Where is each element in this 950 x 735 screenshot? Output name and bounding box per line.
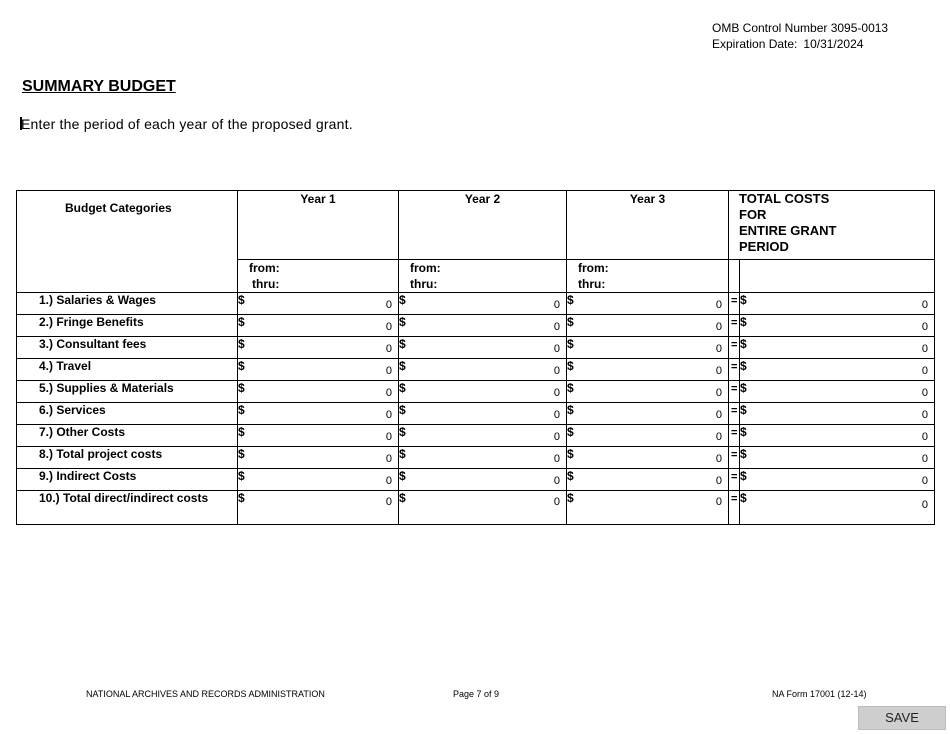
equals-sign: =	[729, 469, 740, 491]
year-3-header: Year 3	[567, 191, 729, 260]
year-1-amount[interactable]: $ 0	[238, 337, 399, 359]
expiration-value: 10/31/2024	[803, 37, 864, 51]
row-label: 8.) Total project costs	[17, 447, 238, 469]
row-label: 4.) Travel	[17, 359, 238, 381]
table-row	[17, 293, 935, 315]
budget-table	[16, 190, 935, 525]
row-label: 6.) Services	[17, 403, 238, 425]
table-row	[17, 425, 935, 447]
year-2-amount[interactable]: $ 0	[399, 359, 567, 381]
equals-sign: =	[729, 315, 740, 337]
year-3-amount[interactable]: $ 0	[567, 293, 729, 315]
equals-sign: =	[729, 381, 740, 403]
page-title: SUMMARY BUDGET	[22, 78, 176, 95]
expiration-date	[712, 36, 888, 52]
year-2-amount: $ 0	[399, 447, 567, 469]
table-row	[17, 491, 935, 525]
footer-form-number: NA Form 17001 (12-14)	[772, 689, 867, 699]
year-3-amount[interactable]: $ 0	[567, 359, 729, 381]
year-2-amount[interactable]: $ 0	[399, 337, 567, 359]
total-period	[740, 260, 935, 293]
year-1-amount[interactable]: $ 0	[238, 315, 399, 337]
footer-page-number: Page 7 of 9	[453, 689, 500, 699]
year-2-header: Year 2	[399, 191, 567, 260]
instruction-text	[20, 116, 353, 132]
row-label: 5.) Supplies & Materials	[17, 381, 238, 403]
row-label: 10.) Total direct/indirect costs	[17, 491, 238, 525]
table-row	[17, 381, 935, 403]
table-row	[17, 447, 935, 469]
year-3-amount[interactable]: $ 0	[567, 403, 729, 425]
table-row	[17, 315, 935, 337]
total-amount: $ 0	[740, 491, 935, 525]
year-2-amount[interactable]: $ 0	[399, 381, 567, 403]
year-2-period[interactable]: from: thru:	[399, 260, 567, 293]
total-amount: $ 0	[740, 403, 935, 425]
omb-block	[712, 20, 888, 52]
total-amount: $ 0	[740, 293, 935, 315]
total-amount: $ 0	[740, 447, 935, 469]
equals-sign: =	[729, 337, 740, 359]
equals-sign: =	[729, 425, 740, 447]
year-1-header: Year 1	[238, 191, 399, 260]
year-2-amount[interactable]: $ 0	[399, 293, 567, 315]
year-1-amount[interactable]: $ 0	[238, 403, 399, 425]
year-2-amount[interactable]: $ 0	[399, 315, 567, 337]
table-row	[17, 337, 935, 359]
year-3-amount[interactable]: $ 0	[567, 381, 729, 403]
row-label: 1.) Salaries & Wages	[17, 293, 238, 315]
total-amount: $ 0	[740, 425, 935, 447]
row-label: 9.) Indirect Costs	[17, 469, 238, 491]
expiration-label: Expiration Date:	[712, 37, 798, 51]
omb-control-number: OMB Control Number 3095-0013	[712, 21, 889, 35]
equals-sign: =	[729, 403, 740, 425]
period-spacer	[729, 260, 740, 293]
year-2-amount[interactable]: $ 0	[399, 425, 567, 447]
total-header: TOTAL COSTS FOR ENTIRE GRANT PERIOD	[729, 191, 935, 260]
category-header: Budget Categories	[17, 191, 238, 293]
table-row	[17, 359, 935, 381]
row-label: 3.) Consultant fees	[17, 337, 238, 359]
year-2-amount[interactable]: $ 0	[399, 469, 567, 491]
table-row	[17, 469, 935, 491]
year-2-amount[interactable]: $ 0	[399, 403, 567, 425]
year-1-amount[interactable]: $ 0	[238, 469, 399, 491]
year-1-amount[interactable]: $ 0	[238, 293, 399, 315]
total-amount: $ 0	[740, 315, 935, 337]
year-3-amount[interactable]: $ 0	[567, 469, 729, 491]
row-label: 7.) Other Costs	[17, 425, 238, 447]
year-1-amount: $ 0	[238, 447, 399, 469]
year-3-period[interactable]: from: thru:	[567, 260, 729, 293]
year-1-amount[interactable]: $ 0	[238, 359, 399, 381]
total-amount: $ 0	[740, 337, 935, 359]
equals-sign: =	[729, 491, 740, 525]
year-3-amount[interactable]: $ 0	[567, 425, 729, 447]
year-1-amount[interactable]: $ 0	[238, 425, 399, 447]
total-amount: $ 0	[740, 469, 935, 491]
row-label: 2.) Fringe Benefits	[17, 315, 238, 337]
year-3-amount: $ 0	[567, 491, 729, 525]
equals-sign: =	[729, 293, 740, 315]
equals-sign: =	[729, 447, 740, 469]
equals-sign: =	[729, 359, 740, 381]
footer-agency: NATIONAL ARCHIVES AND RECORDS ADMINISTRATION	[86, 689, 325, 699]
total-amount: $ 0	[740, 381, 935, 403]
total-amount: $ 0	[740, 359, 935, 381]
year-3-amount[interactable]: $ 0	[567, 337, 729, 359]
table-row	[17, 403, 935, 425]
year-1-amount: $ 0	[238, 491, 399, 525]
year-1-amount[interactable]: $ 0	[238, 381, 399, 403]
instruction-label: Enter the period of each year of the proposed grant.	[21, 116, 353, 132]
year-1-period[interactable]: from: thru:	[238, 260, 399, 293]
year-3-amount: $ 0	[567, 447, 729, 469]
year-3-amount[interactable]: $ 0	[567, 315, 729, 337]
save-button[interactable]: SAVE	[858, 706, 946, 730]
year-2-amount: $ 0	[399, 491, 567, 525]
